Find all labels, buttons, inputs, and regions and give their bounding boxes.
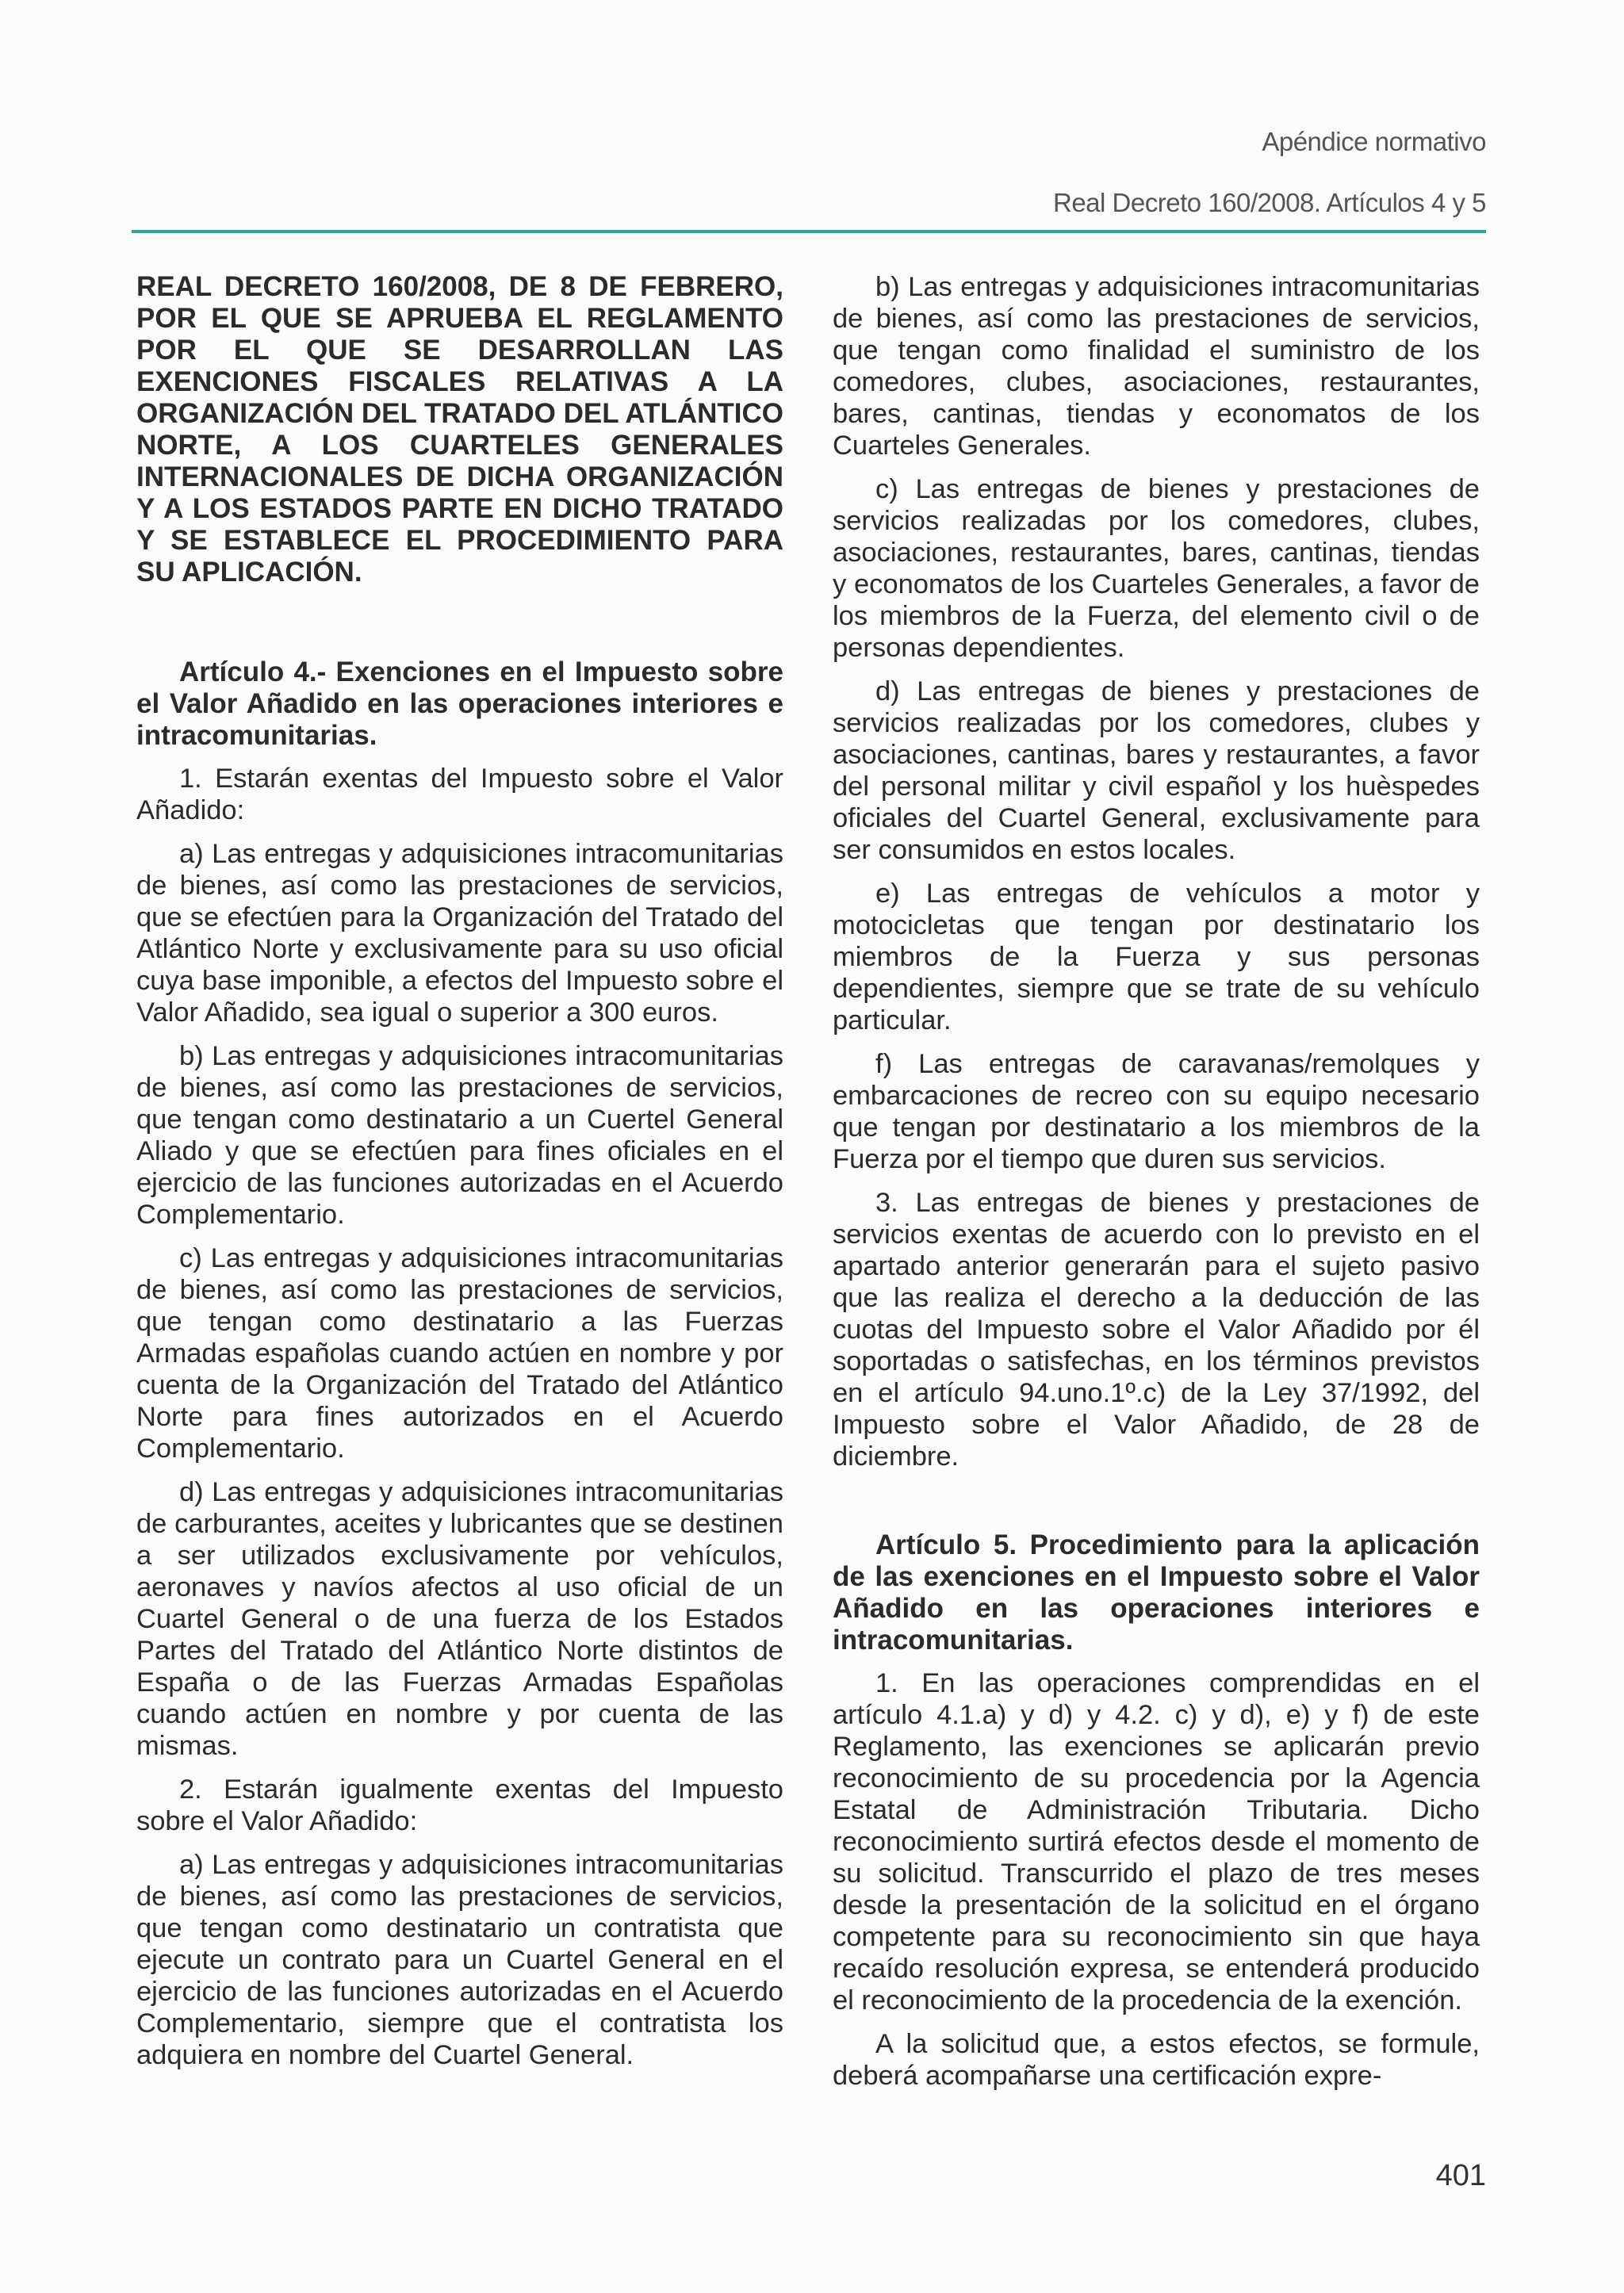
article-4-title: Artículo 4.- Exenciones en el Impuesto sobre el Valor Añadido en las operaciones interiores e intracomunitarias. bbox=[136, 657, 783, 751]
article-5-title: Artículo 5. Procedimiento para la aplicación de las exenciones en el Impuesto sobre el Valor Añadido en las operaciones interiores e intracomunitarias. bbox=[833, 1529, 1480, 1656]
paragraph: b) Las entregas y adquisiciones intracomunitarias de bienes, así como las prestaciones de servicios, que tengan como destinatario a un Cuertel General Aliado y que se efectúen para fines oficiales en el ejercicio de las funciones autorizadas en el Acuerdo Complementario. bbox=[136, 1041, 783, 1230]
decree-title: REAL DECRETO 160/2008, DE 8 DE FEBRERO, POR EL QUE SE APRUEBA EL REGLAMENTO POR EL QUE SE DESARROLLAN LAS EXENCIONES FISCALES RELATIVAS A LA ORGANIZACIÓN DEL TRATADO DEL ATLÁNTICO NORTE, A LOS CUARTELES GENERALES INTERNACIONALES DE DICHA ORGANIZACIÓN Y A LOS ESTADOS PARTE EN DICHO TRATADO Y SE ESTABLECE EL PROCEDIMIENTO PARA SU APLICACIÓN. bbox=[136, 271, 783, 588]
paragraph: f) Las entregas de caravanas/remolques y embarcaciones de recreo con su equipo necesario que tengan por destinatario a los miembros de la Fuerza por el tiempo que duren sus servicios. bbox=[833, 1049, 1480, 1174]
paragraph: d) Las entregas de bienes y prestaciones de servicios realizadas por los comedores, clubes y asociaciones, cantinas, bares y restaurantes, a favor del personal militar y civil español y los huèspedes oficiales del Cuartel General, exclusivamente para ser consumidos en estos locales. bbox=[833, 676, 1480, 865]
left-column bbox=[136, 271, 783, 2083]
paragraph: a) Las entregas y adquisiciones intracomunitarias de bienes, así como las prestaciones de servicios, que se efectúen para la Organización del Tratado del Atlántico Norte y exclusivamente para su uso oficial cuya base imponible, a efectos del Impuesto sobre el Valor Añadido, sea igual o superior a 300 euros. bbox=[136, 839, 783, 1028]
paragraph: b) Las entregas y adquisiciones intracomunitarias de bienes, así como las prestaciones de servicios, que tengan como finalidad el suministro de los comedores, clubes, asociaciones, restaurantes, bares, cantinas, tiendas y economatos de los Cuarteles Generales. bbox=[833, 272, 1480, 461]
paragraph: 1. Estarán exentas del Impuesto sobre el Valor Añadido: bbox=[136, 764, 783, 825]
paragraph: 2. Estarán igualmente exentas del Impuesto sobre el Valor Añadido: bbox=[136, 1774, 783, 1836]
paragraph: 3. Las entregas de bienes y prestaciones de servicios exentas de acuerdo con lo previsto en el apartado anterior generarán para el sujeto pasivo que las realiza el derecho a la deducción de las cuotas del Impuesto sobre el Valor Añadido por él soportadas o satisfechas, en los términos previstos en el artículo 94.uno.1º.c) de la Ley 37/1992, del Impuesto sobre el Valor Añadido, de 28 de diciembre. bbox=[833, 1188, 1480, 1472]
right-column bbox=[833, 271, 1480, 2104]
header-rule bbox=[132, 230, 1486, 233]
paragraph: 1. En las operaciones comprendidas en el artículo 4.1.a) y d) y 4.2. c) y d), e) y f) de este Reglamento, las exenciones se aplicarán previo reconocimiento de su procedencia por la Agencia Estatal de Administración Tributaria. Dicho reconocimiento surtirá efectos desde el momento de su solicitud. Transcurrido el plazo de tres meses desde la presentación de la solicitud en el órgano competente para su reconocimiento sin que haya recaído resolución expresa, se entenderá producido el reconocimiento de la procedencia de la exención. bbox=[833, 1668, 1480, 2015]
paragraph: A la solicitud que, a estos efectos, se formule, deberá acompañarse una certificación expre- bbox=[833, 2029, 1480, 2091]
paragraph: c) Las entregas y adquisiciones intracomunitarias de bienes, así como las prestaciones de servicios, que tengan como destinatario a las Fuerzas Armadas españolas cuando actúen en nombre y por cuenta de la Organización del Tratado del Atlántico Norte para fines autorizados en el Acuerdo Complementario. bbox=[136, 1243, 783, 1464]
paragraph: d) Las entregas y adquisiciones intracomunitarias de carburantes, aceites y lubricantes que se destinen a ser utilizados exclusivamente por vehículos, aeronaves y navíos afectos al uso oficial de un Cuartel General o de una fuerza de los Estados Partes del Tratado del Atlántico Norte distintos de España o de las Fuerzas Armadas Españolas cuando actúen en nombre y por cuenta de las mismas. bbox=[136, 1477, 783, 1761]
page-number: 401 bbox=[1435, 2159, 1486, 2192]
paragraph: a) Las entregas y adquisiciones intracomunitarias de bienes, así como las prestaciones de servicios, que tengan como destinatario un contratista que ejecute un contrato para un Cuartel General en el ejercicio de las funciones autorizadas en el Acuerdo Complementario, siempre que el contratista los adquiera en nombre del Cuartel General. bbox=[136, 1850, 783, 2070]
running-head-subsection: Real Decreto 160/2008. Artículos 4 y 5 bbox=[1053, 188, 1486, 217]
paragraph: c) Las entregas de bienes y prestaciones de servicios realizadas por los comedores, clubes, asociaciones, restaurantes, bares, cantinas, tiendas y economatos de los Cuarteles Generales, a favor de los miembros de la Fuerza, del elemento civil o de personas dependientes. bbox=[833, 474, 1480, 663]
running-head-section: Apéndice normativo bbox=[1262, 127, 1486, 156]
paragraph: e) Las entregas de vehículos a motor y motocicletas que tengan por destinatario los miembros de la Fuerza y sus personas dependientes, siempre que se trate de su vehículo particular. bbox=[833, 879, 1480, 1035]
